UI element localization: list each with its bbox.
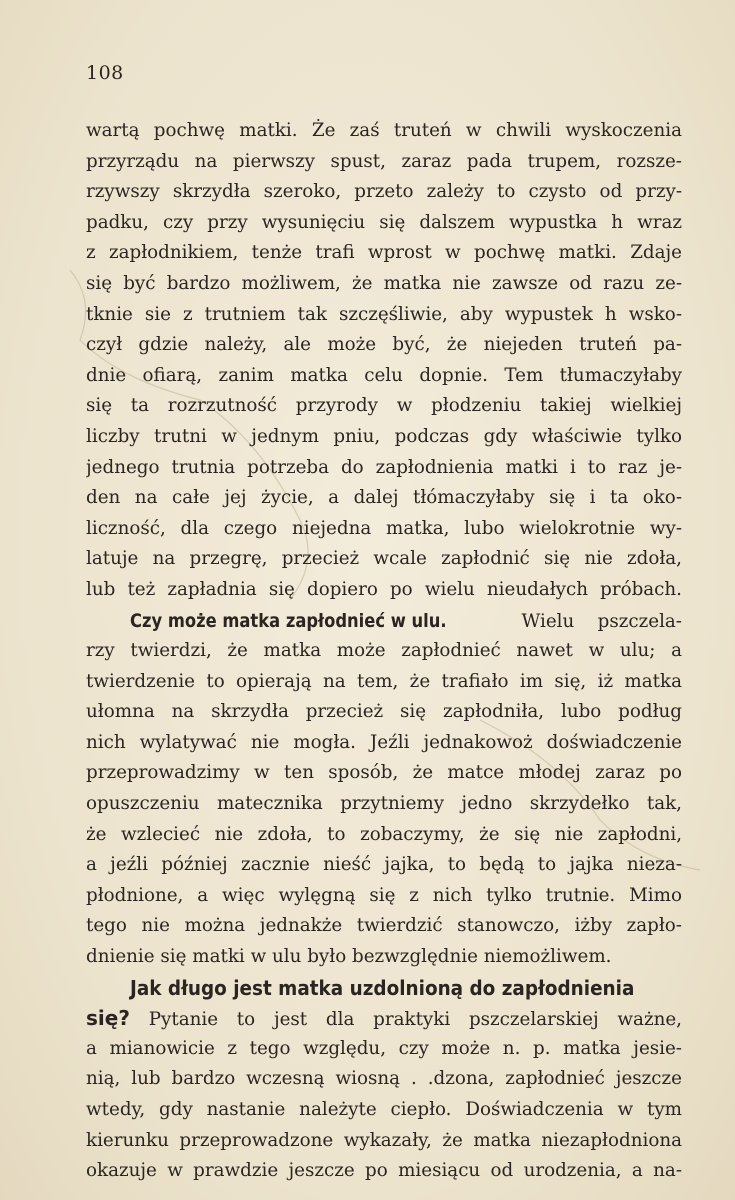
text-line: nich wylatywać nie mogła. Jeźli jednakowoż doświadczenie bbox=[86, 731, 682, 753]
text-line: twierdzenie to opierają na tem, że trafiało im się, iż matka bbox=[86, 670, 682, 692]
section-heading-line bbox=[86, 1003, 682, 1034]
text-line: przyrządu na pierwszy spust, zaraz pada trupem, rozsze- bbox=[86, 150, 682, 172]
text-line: jednego trutnia potrzeba do zapłodnienia matki i to raz je- bbox=[86, 456, 682, 478]
text-line: den na całe jej życie, a dalej tłómaczyłaby się i ta oko- bbox=[86, 487, 682, 509]
text-line: płodnione, a więc wylęgną się z nich tylko trutnie. Mimo bbox=[86, 884, 682, 906]
body-text bbox=[86, 116, 682, 1187]
section-heading bbox=[86, 973, 682, 1004]
section-heading-text: Jak długo jest matka uzdolnioną do zapłodnienia bbox=[130, 975, 635, 1000]
text-line: tego nie można jednakże twierdzić stanowczo, iżby zapło- bbox=[86, 915, 682, 937]
text-line: rzy twierdzi, że matka może zapłodnieć nawet w ulu; a bbox=[86, 640, 682, 662]
text-line: padku, czy przy wysunięciu się dalszem wypustka h wraz bbox=[86, 211, 682, 233]
text-line: latuje na przegrę, przecież wcale zapłodnić się nie zdoła, bbox=[86, 548, 682, 570]
text-line: z zapłodnikiem, tenże trafi wprost w pochwę matki. Zdaje bbox=[86, 242, 682, 264]
section-heading-end: się? bbox=[86, 1006, 130, 1031]
text-line: wartą pochwę matki. Że zaś truteń w chwili wyskoczenia bbox=[86, 120, 682, 141]
text-line: że wzlecieć nie zdoła, to zobaczymy, że się nie zapłodni, bbox=[86, 823, 682, 845]
text-line: rzywszy skrzydła szeroko, przeto zależy to czysto od przy- bbox=[86, 181, 682, 203]
text-line: przeprowadzimy w ten sposób, że matce młodej zaraz po bbox=[86, 762, 682, 784]
text-line: się być bardzo możliwem, że matka nie zawsze od razu ze- bbox=[86, 272, 682, 294]
text-line: a jeźli później zacznie nieść jajka, to będą to jajka nieza- bbox=[86, 854, 682, 876]
text-line: dnie ofiarą, zanim matka celu dopnie. Tem tłumaczyłaby bbox=[86, 364, 682, 386]
text-run: Pytanie to jest dla praktyki pszczelarskiej ważne, bbox=[148, 1009, 682, 1031]
text-line: kierunku przeprowadzone wykazały, że matka niezapłodniona bbox=[86, 1129, 682, 1151]
text-line: nią, lub bardzo wczesną wiosną . .dzona, zapłodnieć jeszcze bbox=[86, 1068, 682, 1090]
text-line: a mianowicie z tego względu, czy może n. p. matka jesie- bbox=[86, 1037, 682, 1059]
text-line: się ta rozrzutność przyrody w płodzeniu takiej wielkiej bbox=[86, 395, 682, 417]
text-line: opuszczeniu matecznika przytniemy jedno skrzydełko tak, bbox=[86, 793, 682, 815]
text-line: ułomna na skrzydła przecież się zapłodniła, lubo podług bbox=[86, 701, 682, 723]
text-line: okazuje w prawdzie jeszcze po miesiącu od urodzenia, a na- bbox=[86, 1160, 682, 1182]
text-line: wtedy, gdy nastanie należyte ciepło. Doświadczenia w tym bbox=[86, 1099, 682, 1120]
text-line: lub też zapładnia się dopiero po wielu nieudałych próbach. bbox=[86, 578, 682, 600]
text-line: czył gdzie należy, ale może być, że niejeden truteń pa- bbox=[86, 334, 682, 356]
text-line: liczność, dla czego niejedna matka, lubo wielokrotnie wy- bbox=[86, 517, 682, 539]
section-heading-line bbox=[86, 606, 682, 637]
text-line: liczby trutni w jednym pniu, podczas gdy właściwie tylko bbox=[86, 425, 682, 447]
text-line: tknie sie z trutniem tak szczęśliwie, aby wypustek h wsko- bbox=[86, 303, 682, 325]
page-number: 108 bbox=[86, 62, 124, 84]
section-heading: Czy może matka zapłodnieć w ulu. bbox=[130, 609, 447, 632]
text-run: Wielu pszczela- bbox=[521, 610, 682, 632]
text-line: dnienie się matki w ulu było bezwzględnie niemożliwem. bbox=[86, 946, 612, 968]
